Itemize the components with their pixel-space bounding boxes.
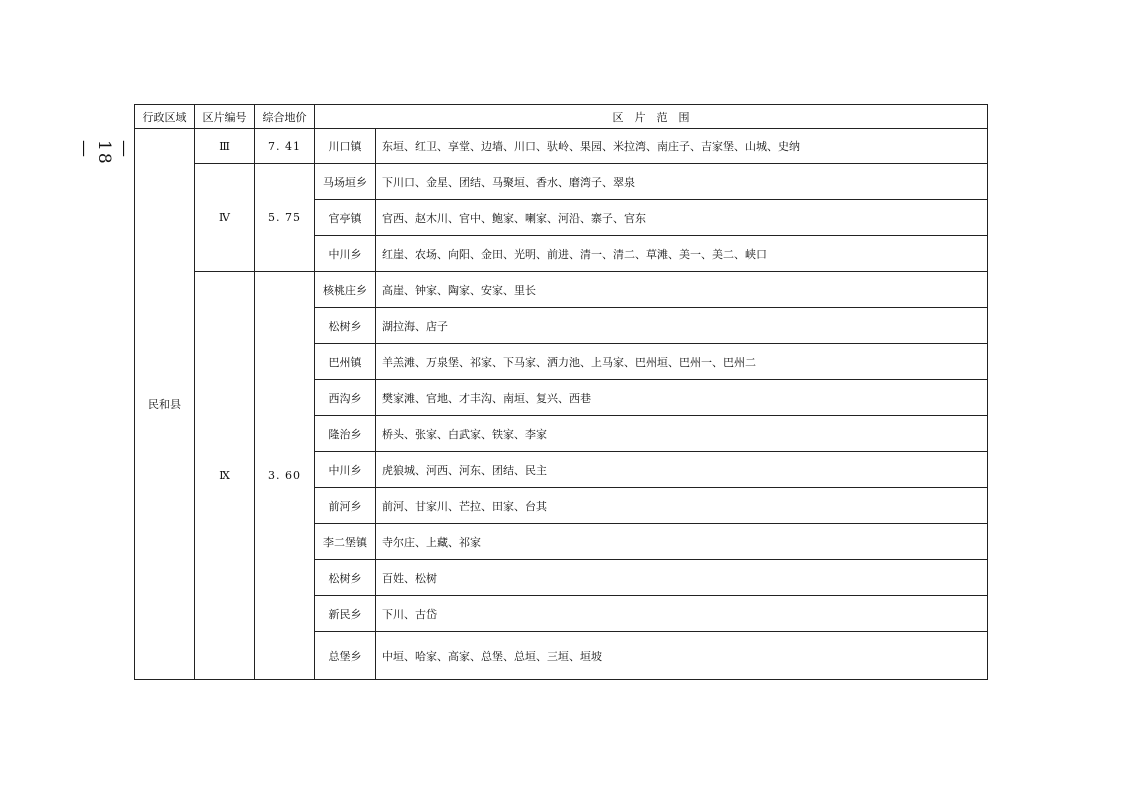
township-cell: 川口镇 bbox=[315, 129, 376, 164]
township-cell: 核桃庄乡 bbox=[315, 272, 376, 308]
township-cell: 前河乡 bbox=[315, 488, 376, 524]
township-cell: 马场垣乡 bbox=[315, 164, 376, 200]
range-cell: 桥头、张家、白武家、铁家、李家 bbox=[376, 416, 988, 452]
township-cell: 李二堡镇 bbox=[315, 524, 376, 560]
township-cell: 官亭镇 bbox=[315, 200, 376, 236]
range-cell: 湖拉海、店子 bbox=[376, 308, 988, 344]
composite-price-cell: 5. 75 bbox=[255, 164, 315, 272]
range-cell: 下川口、金星、团结、马聚垣、香水、磨湾子、翠泉 bbox=[376, 164, 988, 200]
header-composite-price: 综合地价 bbox=[255, 105, 315, 129]
table-header-row bbox=[135, 105, 988, 129]
range-cell: 高崖、钟家、陶家、安家、里长 bbox=[376, 272, 988, 308]
range-cell: 官西、赵木川、官中、鲍家、喇家、河沿、寨子、官东 bbox=[376, 200, 988, 236]
page-number: — 18 — bbox=[74, 140, 134, 166]
township-cell: 松树乡 bbox=[315, 560, 376, 596]
range-cell: 下川、古岱 bbox=[376, 596, 988, 632]
land-price-table bbox=[134, 104, 988, 680]
township-cell: 新民乡 bbox=[315, 596, 376, 632]
zone-number-cell: Ⅸ bbox=[195, 272, 255, 680]
range-cell: 红崖、农场、向阳、金田、光明、前进、清一、清二、草滩、美一、美二、峡口 bbox=[376, 236, 988, 272]
range-cell: 前河、甘家川、芒拉、田家、台其 bbox=[376, 488, 988, 524]
township-cell: 中川乡 bbox=[315, 236, 376, 272]
township-cell: 西沟乡 bbox=[315, 380, 376, 416]
range-cell: 东垣、红卫、享堂、边墙、川口、驮岭、果园、米拉湾、南庄子、吉家堡、山城、史纳 bbox=[376, 129, 988, 164]
header-zone-number: 区片编号 bbox=[195, 105, 255, 129]
header-admin-region: 行政区域 bbox=[135, 105, 195, 129]
township-cell: 松树乡 bbox=[315, 308, 376, 344]
composite-price-cell: 7. 41 bbox=[255, 129, 315, 164]
range-cell: 羊羔滩、万泉堡、祁家、下马家、洒力池、上马家、巴州垣、巴州一、巴州二 bbox=[376, 344, 988, 380]
township-cell: 巴州镇 bbox=[315, 344, 376, 380]
header-zone-range: 区 片 范 围 bbox=[315, 105, 988, 129]
table-row bbox=[135, 129, 988, 164]
range-cell: 中垣、哈家、高家、总堡、总垣、三垣、垣坡 bbox=[376, 632, 988, 680]
table-row bbox=[135, 164, 988, 200]
range-cell: 虎狼城、河西、河东、团结、民主 bbox=[376, 452, 988, 488]
township-cell: 总堡乡 bbox=[315, 632, 376, 680]
range-cell: 寺尔庄、上藏、祁家 bbox=[376, 524, 988, 560]
township-cell: 隆治乡 bbox=[315, 416, 376, 452]
composite-price-cell: 3. 60 bbox=[255, 272, 315, 680]
range-cell: 樊家滩、官地、才丰沟、南垣、复兴、西巷 bbox=[376, 380, 988, 416]
township-cell: 中川乡 bbox=[315, 452, 376, 488]
zone-number-cell: Ⅳ bbox=[195, 164, 255, 272]
county-cell: 民和县 bbox=[135, 129, 195, 680]
table-row bbox=[135, 272, 988, 308]
range-cell: 百姓、松树 bbox=[376, 560, 988, 596]
zone-number-cell: Ⅲ bbox=[195, 129, 255, 164]
